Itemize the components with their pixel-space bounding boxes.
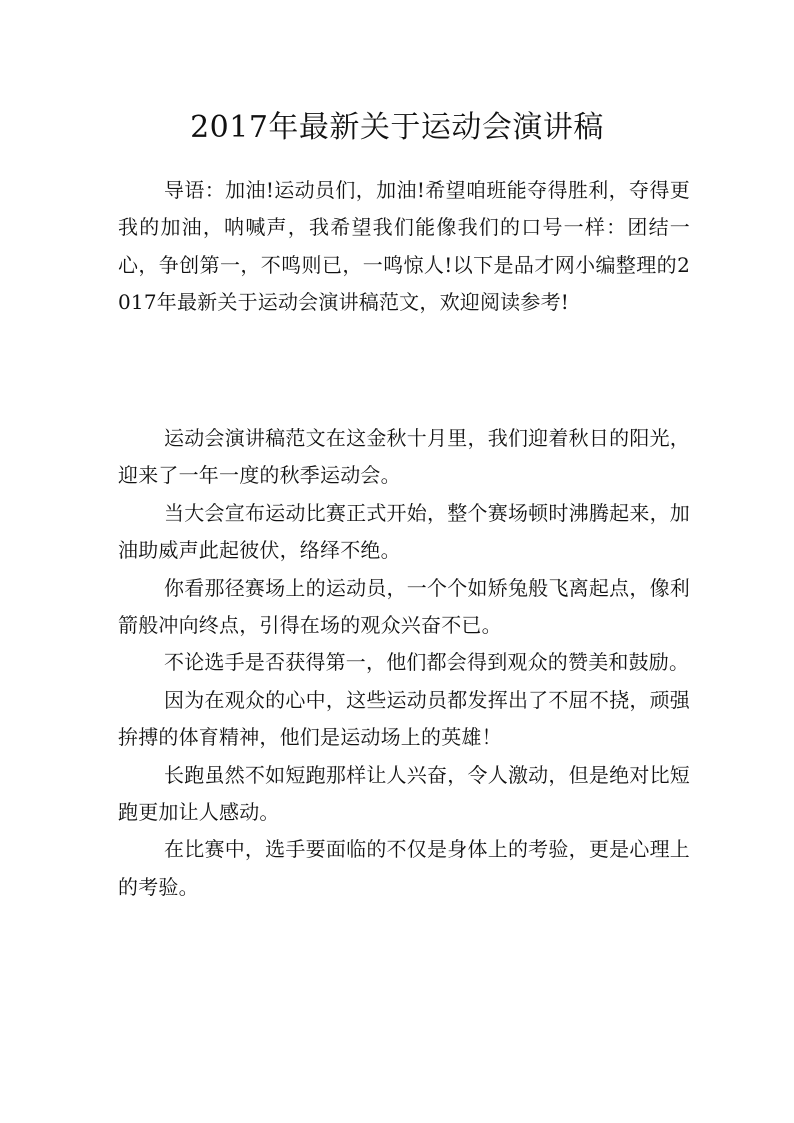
paragraph-4: 不论选手是否获得第一，他们都会得到观众的赞美和鼓励。 xyxy=(164,650,690,675)
paragraph-6: 长跑虽然不如短跑那样让人兴奋，令人激动，但是绝对比短跑更加让人感动。 xyxy=(118,762,690,825)
paragraph-1: 运动会演讲稿范文在这金秋十月里，我们迎着秋日的阳光，迎来了一年一度的秋季运动会。 xyxy=(118,426,690,488)
paragraph-3: 你看那径赛场上的运动员，一个个如矫兔般飞离起点，像利箭般冲向终点，引得在场的观众兴奋不已。 xyxy=(118,575,690,638)
paragraph-7: 在比赛中，选手要面临的不仅是身体上的考验，更是心理上的考验。 xyxy=(118,837,690,899)
speech-body xyxy=(118,420,690,906)
page-title: 2017年最新关于运动会演讲稿 xyxy=(190,110,604,145)
intro-section xyxy=(118,172,690,322)
paragraph-2: 当大会宣布运动比赛正式开始，整个赛场顿时沸腾起来，加油助威声此起彼伏，络绎不绝。 xyxy=(118,500,690,563)
intro-paragraph: 导语：加油!运动员们，加油!希望咱班能夺得胜利，夺得更我的加油，呐喊声，我希望我们能像我们的口号一样：团结一心，争创第一，不鸣则已，一鸣惊人!以下是品才网小编整理的2017年最新关于运动会演讲稿范文，欢迎阅读参考! xyxy=(118,178,690,315)
paragraph-5: 因为在观众的心中，这些运动员都发挥出了不屈不挠，顽强拚搏的体育精神，他们是运动场上的英雄！ xyxy=(118,687,690,750)
